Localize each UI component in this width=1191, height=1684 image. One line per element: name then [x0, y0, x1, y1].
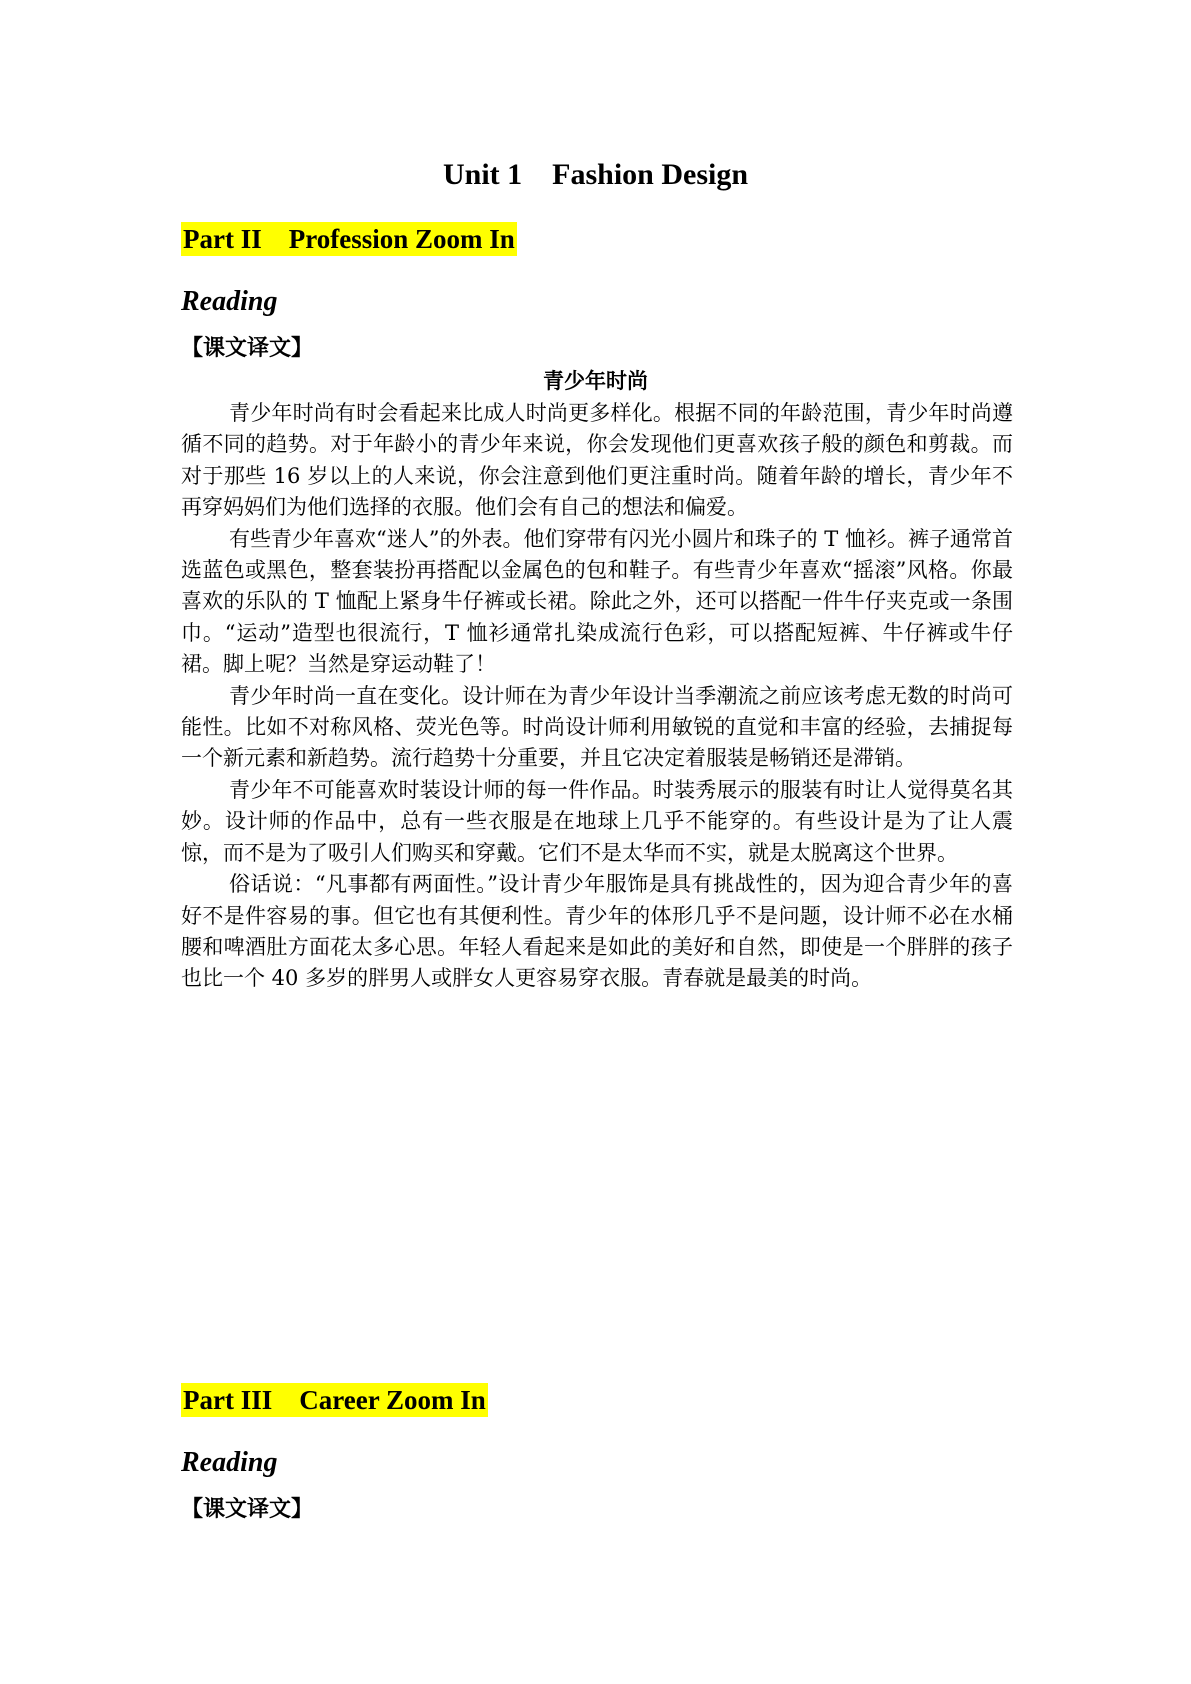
part-ii-reading-heading: Reading	[181, 286, 278, 317]
part-iii-reading-heading: Reading	[181, 1447, 278, 1478]
part-ii-heading: Part II Profession Zoom In	[183, 224, 515, 254]
part-iii-translation-label: 【课文译文】	[181, 1497, 314, 1522]
unit-title: Unit 1 Fashion Design	[442, 158, 749, 191]
paragraph-2: 有些青少年喜欢“迷人”的外表。他们穿带有闪光小圆片和珠子的 T 恤衫。裤子通常首选蓝色或黑色，整套装扮再搭配以金属色的包和鞋子。有些青少年喜欢“摇滚”风格。你最喜欢的乐队的 T 恤配上紧身牛仔裤或长裙。除此之外，还可以搭配一件牛仔夹克或一条围巾。“运动”造型也很流行，T 恤衫通常扎染成流行色彩，可以搭配短裤、牛仔裤或牛仔裙。脚上呢？当然是穿运动鞋了！	[181, 526, 1013, 677]
paragraph-5: 俗话说：“凡事都有两面性。”设计青少年服饰是具有挑战性的，因为迎合青少年的喜好不是件容易的事。但它也有其便利性。青少年的体形几乎不是问题，设计师不必在水桶腰和啤酒肚方面花太多心思。年轻人看起来是如此的美好和自然，即使是一个胖胖的孩子也比一个 40 多岁的胖男人或胖女人更容易穿衣服。青春就是最美的时尚。	[181, 872, 1013, 991]
paragraph-4: 青少年不可能喜欢时装设计师的每一件作品。时装秀展示的服装有时让人觉得莫名其妙。设计师的作品中，总有一些衣服是在地球上几乎不能穿的。有些设计是为了让人震惊，而不是为了吸引人们购买和穿戴。它们不是太华而不实，就是太脱离这个世界。	[181, 777, 1013, 865]
part-iii-heading: Part III Career Zoom In	[183, 1385, 486, 1415]
paragraph-3: 青少年时尚一直在变化。设计师在为青少年设计当季潮流之前应该考虑无数的时尚可能性。比如不对称风格、荧光色等。时尚设计师利用敏锐的直觉和丰富的经验，去捕捉每一个新元素和新趋势。流行趋势十分重要，并且它决定着服装是畅销还是滞销。	[181, 683, 1013, 771]
article-body	[181, 398, 1013, 995]
paragraph-1: 青少年时尚有时会看起来比成人时尚更多样化。根据不同的年龄范围，青少年时尚遵循不同的趋势。对于年龄小的青少年来说，你会发现他们更喜欢孩子般的颜色和剪裁。而对于那些 16 岁以上的人来说，你会注意到他们更注重时尚。随着年龄的增长，青少年不再穿妈妈们为他们选择的衣服。他们会有自己的想法和偏爱。	[181, 401, 1013, 520]
part-ii-translation-label: 【课文译文】	[181, 336, 314, 361]
article-title: 青少年时尚	[543, 369, 648, 393]
